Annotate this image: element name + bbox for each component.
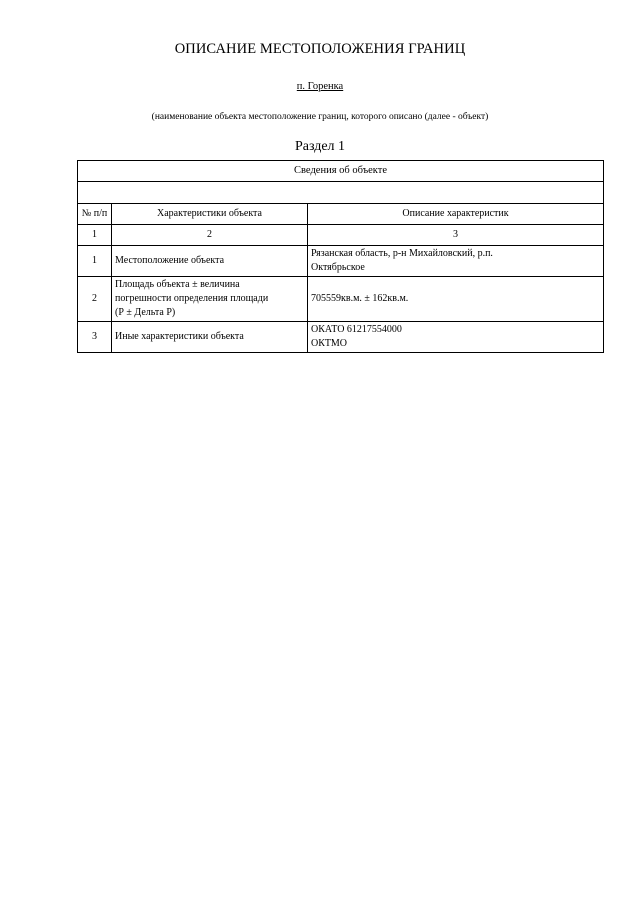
row-characteristic: Иные характеристики объекта [112,322,308,353]
description-line: Рязанская область, р-н Михайловский, р.п. [311,248,493,259]
row-characteristic: Местоположение объекта [112,246,308,277]
row-description [308,322,604,353]
column-number: 3 [308,225,604,246]
header-characteristic: Характеристики объекта [112,204,308,225]
row-characteristic [112,277,308,322]
section-heading: Раздел 1 [294,139,346,154]
description-line: ОКТМО [311,338,347,349]
header-number: № п/п [78,204,112,225]
header-description: Описание характеристик [308,204,604,225]
table-row [78,246,604,277]
table-caption: Сведения об объекте [78,161,604,182]
table-blank-row [78,182,604,204]
row-number: 2 [78,277,112,322]
characteristic-line: Площадь объекта ± величина [115,279,240,290]
object-info-table [77,160,604,353]
column-number: 2 [112,225,308,246]
table-row [78,322,604,353]
row-number: 3 [78,322,112,353]
row-description: 705559кв.м. ± 162кв.м. [308,277,604,322]
characteristic-line: погрешности определения площади [115,293,269,304]
blank-cell [78,182,604,204]
column-numbers-row [78,225,604,246]
row-description [308,246,604,277]
table-row [78,277,604,322]
characteristic-line: (Р ± Дельта Р) [115,307,176,318]
table-header-row [78,204,604,225]
description-line: ОКАТО 61217554000 [311,324,402,335]
row-number: 1 [78,246,112,277]
object-name-note: (наименование объекта местоположение границ, которого описано (далее - объект) [151,112,489,122]
table-caption-row [78,161,604,182]
document-title: ОПИСАНИЕ МЕСТОПОЛОЖЕНИЯ ГРАНИЦ [174,41,466,57]
description-line: Октябрьское [311,262,365,273]
object-name: п. Горенка [296,81,344,92]
column-number: 1 [78,225,112,246]
